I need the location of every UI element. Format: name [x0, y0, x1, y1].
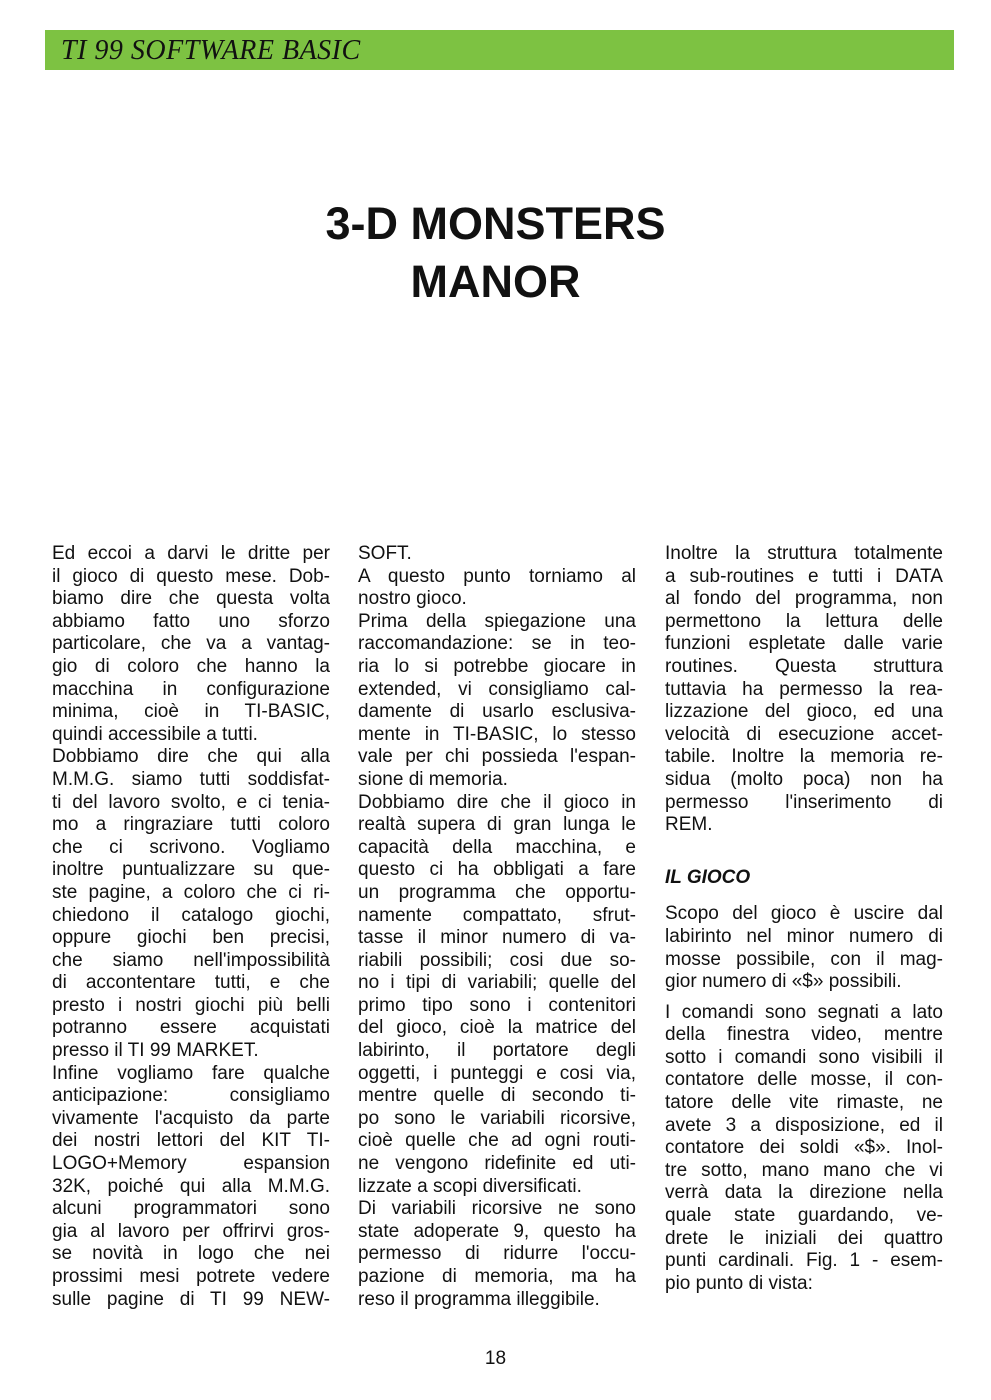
- section-heading: IL GIOCO: [665, 866, 751, 888]
- text-line: mente in TI-BASIC, lo stesso: [358, 723, 636, 745]
- text-line: damente di usarlo esclusiva-: [358, 701, 636, 723]
- text-line: inoltre puntualizzare su que-: [52, 859, 330, 881]
- text-line: tuttavia ha permesso la rea-: [665, 678, 943, 700]
- text-line: ste pagine, a coloro che ci ri-: [52, 881, 330, 903]
- text-line: raccomandazione: se in teo-: [358, 633, 636, 655]
- text-line: vivamente l'acquisto da parte: [52, 1107, 330, 1129]
- text-line: lizzate a scopi diversificati.: [358, 1175, 582, 1197]
- text-line: alcuni programmatori sono: [52, 1198, 330, 1220]
- text-line: della finestra video, mentre: [665, 1024, 943, 1046]
- text-line: capacità della macchina, e: [358, 836, 636, 858]
- text-line: presso il TI 99 MARKET.: [52, 1040, 259, 1062]
- text-line: REM.: [665, 814, 713, 836]
- text-line: cioè quelle che ad ogni routi-: [358, 1130, 636, 1152]
- text-line: labirinto nel minor numero di: [665, 925, 943, 947]
- text-line: se novità in logo che nei: [52, 1243, 330, 1265]
- text-line: mentre quelle di secondo ti-: [358, 1085, 636, 1107]
- text-line: gia al lavoro per offrirvi gros-: [52, 1220, 330, 1242]
- text-line: SOFT.: [358, 543, 412, 564]
- text-line: pio punto di vista:: [665, 1272, 813, 1294]
- text-line: quindi accessibile a tutti.: [52, 723, 258, 745]
- text-line: M.M.G. siamo tutti soddisfat-: [52, 768, 330, 790]
- text-line: ti del lavoro svolto, e ci tenia-: [52, 791, 330, 813]
- text-line: abbiamo fatto uno sforzo: [52, 610, 330, 632]
- text-line: funzioni espletate dalle varie: [665, 633, 943, 655]
- text-column-2: [358, 543, 636, 1311]
- text-line: biamo dire che questa volta: [52, 588, 330, 610]
- text-line: Dobbiamo dire che il gioco in: [358, 791, 636, 813]
- text-line: anticipazione: consigliamo: [52, 1085, 330, 1107]
- text-line: labirinto, il portatore degli: [358, 1040, 636, 1062]
- text-line: riabili possibili; cosi due so-: [358, 949, 636, 971]
- text-line: Di variabili ricorsive ne sono: [358, 1198, 636, 1220]
- article-title: [0, 195, 991, 311]
- text-line: avete 3 a disposizione, ed il: [665, 1114, 943, 1136]
- text-line: I comandi sono segnati a lato: [665, 1001, 943, 1023]
- text-line: extended, vi consigliamo cal-: [358, 678, 636, 700]
- running-header-title: TI 99 SOFTWARE BASIC: [61, 35, 361, 66]
- text-line: nostro gioco.: [358, 588, 467, 610]
- text-line: 32K, poiché qui alla M.M.G.: [52, 1175, 330, 1197]
- text-line: no i tipi di variabili; quelle del: [358, 972, 636, 994]
- paragraph-commands: [665, 1002, 943, 1296]
- text-line: verrà data la direzione nella: [665, 1182, 943, 1204]
- text-line: contatore dei soldi «$». Inol-: [665, 1137, 943, 1159]
- text-column-1: [52, 543, 330, 1311]
- text-line: gio di coloro che hanno la: [52, 655, 330, 677]
- text-line: A questo punto torniamo al: [358, 565, 636, 587]
- text-line: contatore delle mosse, il con-: [665, 1069, 943, 1091]
- text-line: dei nostri lettori del KIT TI-: [52, 1130, 330, 1152]
- text-line: pazione di memoria, ma ha: [358, 1266, 636, 1287]
- text-line: Scopo del gioco è uscire dal: [665, 903, 943, 925]
- text-line: oppure giochi ben precisi,: [52, 927, 330, 949]
- text-line: permesso di ridurre l'occu-: [358, 1243, 636, 1265]
- text-line: prossimi mesi potrete vedere: [52, 1266, 330, 1287]
- text-line: ne vengono ridefinite ed uti-: [358, 1153, 636, 1175]
- text-line: LOGO+Memory espansion: [52, 1153, 330, 1175]
- text-line: un programma che opportu-: [358, 881, 636, 903]
- text-line: sotto i comandi sono visibili il: [665, 1046, 943, 1068]
- text-line: realtà supera di gran lunga le: [358, 814, 636, 836]
- text-line: routines. Questa struttura: [665, 655, 943, 677]
- text-line: minima, cioè in TI-BASIC,: [52, 701, 330, 723]
- text-line: tasse il minor numero di va-: [358, 927, 636, 949]
- text-line: il gioco di questo mese. Dob-: [52, 565, 330, 587]
- text-line: ria lo si potrebbe giocare in: [358, 655, 636, 677]
- page-number: 18: [484, 1348, 507, 1369]
- text-line: potranno essere acquistati: [52, 1017, 330, 1039]
- article-title-line: MANOR: [410, 256, 581, 307]
- text-line: del gioco, cioè la matrice del: [358, 1017, 636, 1039]
- text-line: permesso l'inserimento di: [665, 791, 943, 813]
- text-line: punti cardinali. Fig. 1 - esem-: [665, 1250, 943, 1272]
- paragraph-scope: [665, 903, 943, 993]
- text-line: chiedono il catalogo giochi,: [52, 904, 330, 926]
- text-line: Prima della spiegazione una: [358, 610, 636, 632]
- text-line: tre sotto, mano mano che vi: [665, 1159, 943, 1181]
- text-line: gior numero di «$» possibili.: [665, 971, 902, 993]
- text-line: Infine vogliamo fare qualche: [52, 1062, 330, 1084]
- text-line: reso il programma illeggibile.: [358, 1288, 600, 1310]
- text-line: state adoperate 9, questo ha: [358, 1220, 636, 1242]
- article-title-line: 3-D MONSTERS: [325, 198, 666, 249]
- text-line: Ed eccoi a darvi le dritte per: [52, 543, 330, 564]
- text-line: sione di memoria.: [358, 768, 508, 790]
- text-line: che ci scrivono. Vogliamo: [52, 836, 330, 858]
- text-line: primo tipo sono i contenitori: [358, 994, 636, 1016]
- text-line: oggetti, i punteggi e cosi via,: [358, 1062, 636, 1084]
- text-line: macchina in configurazione: [52, 678, 330, 700]
- text-line: presto i nostri giochi più belli: [52, 994, 330, 1016]
- text-line: tatore delle vite rimaste, ne: [665, 1092, 943, 1114]
- text-line: permettono la lettura delle: [665, 610, 943, 632]
- text-column-3: [665, 543, 943, 1295]
- text-line: al fondo del programma, non: [665, 588, 943, 610]
- text-line: tabile. Inoltre la memoria re-: [665, 746, 943, 768]
- text-line: velocità di esecuzione accet-: [665, 723, 943, 745]
- text-line: questo ci ha obbligati a fare: [358, 859, 636, 881]
- text-line: vale per chi possieda l'espan-: [358, 746, 636, 768]
- text-line: namente compattato, sfrut-: [358, 904, 636, 926]
- text-line: mosse possibile, con il mag-: [665, 948, 943, 970]
- text-line: quale state guardando, ve-: [665, 1205, 943, 1227]
- paragraph-gap: [665, 994, 943, 1002]
- text-line: Inoltre la struttura totalmente: [665, 543, 943, 564]
- text-line: sulle pagine di TI 99 NEW-: [52, 1288, 330, 1310]
- text-line: particolare, che va a vantag-: [52, 633, 330, 655]
- text-line: di accontentare tutti, e che: [52, 972, 330, 994]
- header-band: [45, 30, 954, 70]
- text-line: Dobbiamo dire che qui alla: [52, 746, 330, 768]
- text-line: po sono le variabili ricorsive,: [358, 1107, 636, 1129]
- text-line: drete le iniziali dei quattro: [665, 1227, 943, 1249]
- text-line: lizzazione del gioco, ed una: [665, 701, 943, 723]
- paragraph-structure: [665, 543, 943, 837]
- text-line: che siamo nell'impossibilità: [52, 949, 330, 971]
- text-line: a sub-routines e tutti i DATA: [665, 565, 943, 587]
- text-line: sidua (molto poca) non ha: [665, 768, 943, 790]
- text-line: mo a ringraziare tutti coloro: [52, 814, 330, 836]
